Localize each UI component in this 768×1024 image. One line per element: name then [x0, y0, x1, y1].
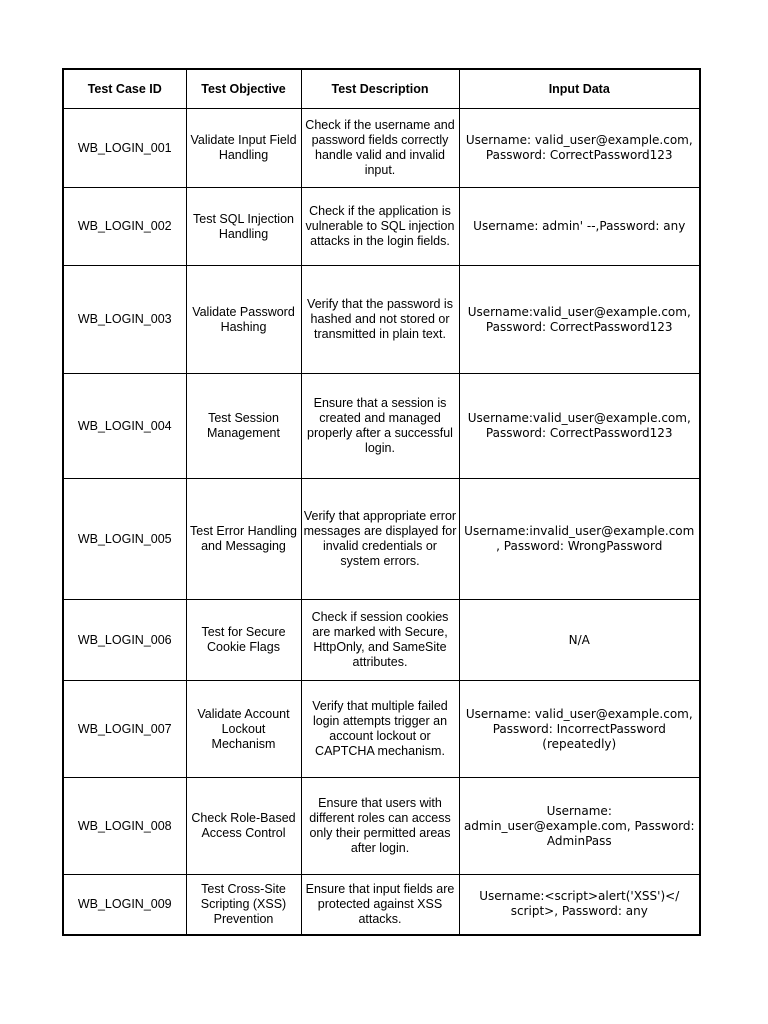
cell-test-objective: Test Session Management [186, 374, 301, 479]
table-row [63, 266, 700, 374]
cell-input-data: Username: valid_user@example.com, Password: CorrectPassword123 [459, 109, 700, 188]
cell-test-case-id: WB_LOGIN_008 [63, 778, 186, 875]
cell-test-description: Verify that appropriate error messages are displayed for invalid credentials or system errors. [301, 479, 459, 600]
table-row [63, 479, 700, 600]
cell-test-description: Verify that the password is hashed and not stored or transmitted in plain text. [301, 266, 459, 374]
header-test-description: Test Description [301, 69, 459, 109]
cell-test-description: Ensure that users with different roles can access only their permitted areas after login. [301, 778, 459, 875]
header-row [63, 69, 700, 109]
cell-test-description: Ensure that input fields are protected against XSS attacks. [301, 875, 459, 935]
cell-test-objective: Check Role-Based Access Control [186, 778, 301, 875]
cell-input-data: Username: admin' --,Password: any [459, 188, 700, 266]
test-case-table [62, 68, 701, 936]
table-row [63, 778, 700, 875]
cell-test-case-id: WB_LOGIN_009 [63, 875, 186, 935]
table-row [63, 681, 700, 778]
cell-test-objective: Test for Secure Cookie Flags [186, 600, 301, 681]
cell-input-data: Username: admin_user@example.com, Password: AdminPass [459, 778, 700, 875]
cell-test-case-id: WB_LOGIN_004 [63, 374, 186, 479]
cell-test-case-id: WB_LOGIN_006 [63, 600, 186, 681]
cell-test-objective: Test SQL Injection Handling [186, 188, 301, 266]
cell-test-case-id: WB_LOGIN_007 [63, 681, 186, 778]
table-row [63, 188, 700, 266]
cell-input-data: Username:<script>alert('XSS')</ script>, Password: any [459, 875, 700, 935]
cell-test-case-id: WB_LOGIN_002 [63, 188, 186, 266]
cell-test-description: Check if the username and password fields correctly handle valid and invalid input. [301, 109, 459, 188]
header-test-objective: Test Objective [186, 69, 301, 109]
cell-test-objective: Validate Password Hashing [186, 266, 301, 374]
cell-test-description: Verify that multiple failed login attempts trigger an account lockout or CAPTCHA mechanism. [301, 681, 459, 778]
cell-test-description: Ensure that a session is created and managed properly after a successful login. [301, 374, 459, 479]
cell-input-data: Username: valid_user@example.com, Password: IncorrectPassword (repeatedly) [459, 681, 700, 778]
table-row [63, 600, 700, 681]
cell-test-case-id: WB_LOGIN_003 [63, 266, 186, 374]
cell-input-data: N/A [459, 600, 700, 681]
cell-test-case-id: WB_LOGIN_001 [63, 109, 186, 188]
cell-test-description: Check if the application is vulnerable to SQL injection attacks in the login fields. [301, 188, 459, 266]
cell-input-data: Username:valid_user@example.com, Password: CorrectPassword123 [459, 374, 700, 479]
table-row [63, 374, 700, 479]
cell-test-objective: Validate Account Lockout Mechanism [186, 681, 301, 778]
cell-input-data: Username:valid_user@example.com, Password: CorrectPassword123 [459, 266, 700, 374]
header-test-case-id: Test Case ID [63, 69, 186, 109]
cell-test-description: Check if session cookies are marked with Secure, HttpOnly, and SameSite attributes. [301, 600, 459, 681]
cell-test-case-id: WB_LOGIN_005 [63, 479, 186, 600]
header-input-data: Input Data [459, 69, 700, 109]
table-row [63, 109, 700, 188]
cell-input-data: Username:invalid_user@example.com , Password: WrongPassword [459, 479, 700, 600]
table-row [63, 875, 700, 935]
cell-test-objective: Test Error Handling and Messaging [186, 479, 301, 600]
cell-test-objective: Test Cross-Site Scripting (XSS) Prevention [186, 875, 301, 935]
cell-test-objective: Validate Input Field Handling [186, 109, 301, 188]
